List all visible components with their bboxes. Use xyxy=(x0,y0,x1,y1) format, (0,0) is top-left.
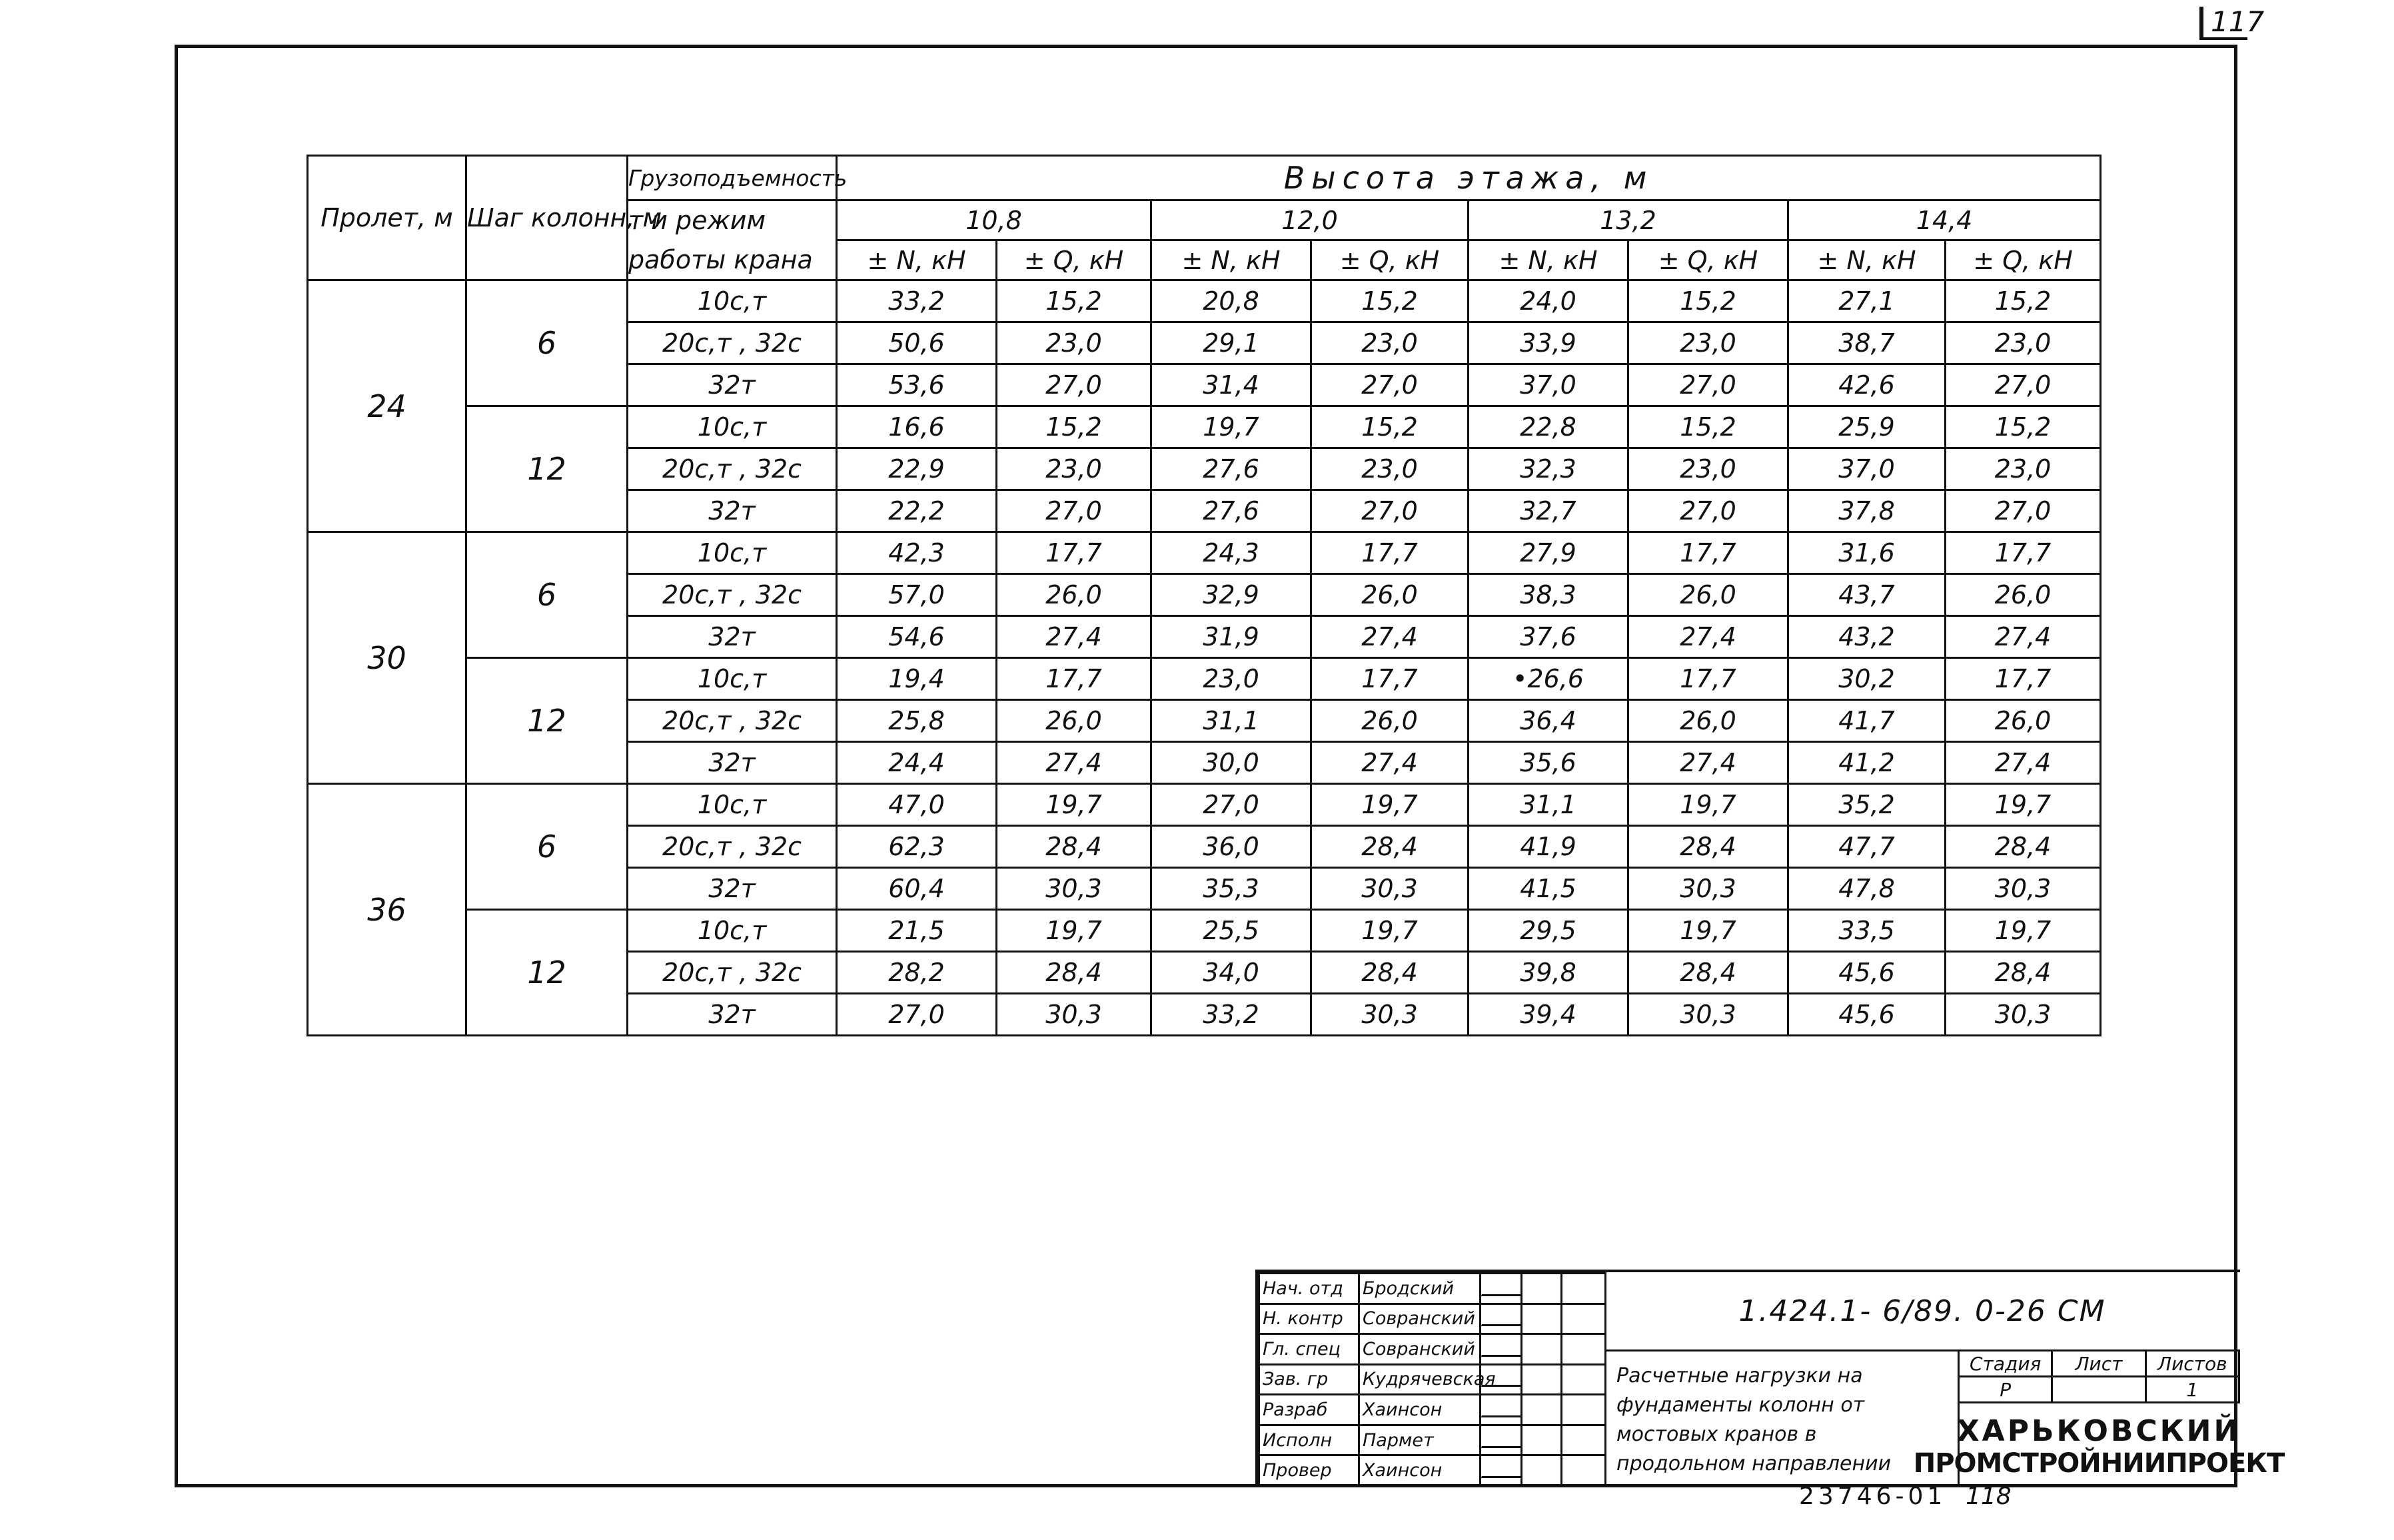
load-q-value: 26,0 xyxy=(1946,574,2101,616)
load-q-value: 28,4 xyxy=(997,952,1151,994)
header-capacity-1: Грузоподъемность xyxy=(628,156,837,200)
crane-type: 20с,т , 32с xyxy=(628,700,837,742)
load-n-value: 37,8 xyxy=(1788,490,1946,532)
load-n-value: 36,4 xyxy=(1469,700,1628,742)
header-capacity-3: работы крана xyxy=(628,240,837,280)
crane-type: 32т xyxy=(628,490,837,532)
crane-type: 20с,т , 32с xyxy=(628,826,837,868)
crane-type: 20с,т , 32с xyxy=(628,574,837,616)
signature-role: Провер xyxy=(1259,1455,1359,1486)
header-height-1: 10,8 xyxy=(837,200,1151,240)
signature-date xyxy=(1522,1274,1562,1304)
load-q-value: 27,4 xyxy=(997,616,1151,658)
signature-role: Зав. гр xyxy=(1259,1364,1359,1395)
doc-code-cell xyxy=(1604,1272,2240,1351)
handwritten-signature xyxy=(1481,1311,1526,1326)
load-n-value: 22,8 xyxy=(1469,406,1628,448)
sheets-label: Листов xyxy=(2145,1351,2239,1377)
load-n-value: 28,2 xyxy=(837,952,997,994)
load-n-value: 27,0 xyxy=(837,994,997,1036)
load-n-value: 27,6 xyxy=(1151,490,1311,532)
table-row xyxy=(308,406,2101,448)
load-q-value: 15,2 xyxy=(997,406,1151,448)
load-n-value: 25,8 xyxy=(837,700,997,742)
crane-type: 20с,т , 32с xyxy=(628,448,837,490)
load-n-value: 22,2 xyxy=(837,490,997,532)
handwritten-signature xyxy=(1481,1402,1526,1417)
load-n-value: 50,6 xyxy=(837,322,997,364)
load-n-value: 53,6 xyxy=(837,364,997,406)
load-n-value: 37,0 xyxy=(1469,364,1628,406)
load-n-value: 31,6 xyxy=(1788,532,1946,574)
header-n-3: ± N, кН xyxy=(1469,240,1628,280)
load-q-value: 17,7 xyxy=(1628,532,1788,574)
load-n-value: 39,4 xyxy=(1469,994,1628,1036)
load-q-value: 23,0 xyxy=(1311,448,1469,490)
table-row xyxy=(308,280,2101,322)
load-q-value: 27,0 xyxy=(1946,490,2101,532)
signature-date xyxy=(1522,1455,1562,1486)
crane-load-table xyxy=(306,155,2101,1036)
load-q-value: 30,3 xyxy=(1946,868,2101,910)
crane-type: 20с,т , 32с xyxy=(628,952,837,994)
load-q-value: 26,0 xyxy=(1311,700,1469,742)
load-q-value: 23,0 xyxy=(1946,448,2101,490)
load-n-value: 43,2 xyxy=(1788,616,1946,658)
load-q-value: 28,4 xyxy=(1946,826,2101,868)
signature-name: Бродский xyxy=(1359,1274,1481,1304)
load-n-value: 31,1 xyxy=(1151,700,1311,742)
stage-table xyxy=(1958,1349,2240,1403)
handwritten-signature xyxy=(1481,1371,1526,1387)
load-q-value: 15,2 xyxy=(997,280,1151,322)
load-q-value: 17,7 xyxy=(1311,532,1469,574)
load-q-value: 30,3 xyxy=(1311,994,1469,1036)
header-step-label: Шаг колонн, м xyxy=(467,203,662,232)
load-n-value: 38,7 xyxy=(1788,322,1946,364)
load-n-value: 31,9 xyxy=(1151,616,1311,658)
handwritten-signature xyxy=(1481,1342,1526,1357)
load-q-value: 17,7 xyxy=(1628,658,1788,700)
load-q-value: 15,2 xyxy=(1311,406,1469,448)
load-q-value: 19,7 xyxy=(1311,910,1469,952)
step-value: 6 xyxy=(466,784,628,910)
load-q-value: 15,2 xyxy=(1628,406,1788,448)
load-n-value: 33,2 xyxy=(837,280,997,322)
load-q-value: 26,0 xyxy=(1311,574,1469,616)
load-q-value: 27,0 xyxy=(1311,490,1469,532)
load-n-value: 27,9 xyxy=(1469,532,1628,574)
load-q-value: 23,0 xyxy=(1628,322,1788,364)
span-value: 36 xyxy=(308,784,466,1036)
archive-code: 23746-01 xyxy=(1799,1483,1947,1510)
header-n-2: ± N, кН xyxy=(1151,240,1311,280)
load-q-value: 19,7 xyxy=(1946,910,2101,952)
load-q-value: 27,0 xyxy=(1946,364,2101,406)
load-n-value: 24,3 xyxy=(1151,532,1311,574)
load-n-value: 32,3 xyxy=(1469,448,1628,490)
load-n-value: 37,6 xyxy=(1469,616,1628,658)
stage-value: Р xyxy=(1959,1377,2052,1403)
step-value: 12 xyxy=(466,406,628,532)
load-n-value: 35,3 xyxy=(1151,868,1311,910)
header-step xyxy=(466,156,662,280)
signature-name: Пармет xyxy=(1359,1425,1481,1455)
handwritten-signature xyxy=(1481,1433,1526,1448)
load-n-value: 57,0 xyxy=(837,574,997,616)
crane-type: 32т xyxy=(628,364,837,406)
load-q-value: 17,7 xyxy=(1946,658,2101,700)
signature-blank xyxy=(1562,1304,1606,1334)
signature-mark xyxy=(1481,1304,1522,1334)
crane-type: 32т xyxy=(628,742,837,784)
signature-role: Разраб xyxy=(1259,1395,1359,1425)
load-q-value: 26,0 xyxy=(997,574,1151,616)
load-q-value: 30,3 xyxy=(997,868,1151,910)
load-q-value: 30,3 xyxy=(1311,868,1469,910)
load-n-value: 36,0 xyxy=(1151,826,1311,868)
load-n-value: 29,5 xyxy=(1469,910,1628,952)
header-q-4: ± Q, кН xyxy=(1946,240,2101,280)
signature-date xyxy=(1522,1304,1562,1334)
load-q-value: 28,4 xyxy=(1311,952,1469,994)
handwritten-signature xyxy=(1481,1281,1526,1296)
step-value: 12 xyxy=(466,658,628,784)
load-n-value: 24,0 xyxy=(1469,280,1628,322)
table-row xyxy=(308,910,2101,952)
table-row xyxy=(308,532,2101,574)
signature-date xyxy=(1522,1395,1562,1425)
load-q-value: 17,7 xyxy=(1311,658,1469,700)
signatures-body xyxy=(1259,1274,1606,1486)
load-q-value: 27,0 xyxy=(997,364,1151,406)
load-n-value: 23,0 xyxy=(1151,658,1311,700)
load-n-value: 42,6 xyxy=(1788,364,1946,406)
load-n-value: 32,7 xyxy=(1469,490,1628,532)
load-q-value: 28,4 xyxy=(1311,826,1469,868)
page-number: 117 xyxy=(2211,5,2265,38)
load-n-value: 47,8 xyxy=(1788,868,1946,910)
load-q-value: 28,4 xyxy=(1628,826,1788,868)
load-n-value: 27,0 xyxy=(1151,784,1311,826)
table-row xyxy=(308,658,2101,700)
header-span-label: Пролет, м xyxy=(320,203,453,232)
load-n-value: 62,3 xyxy=(837,826,997,868)
load-n-value: 41,7 xyxy=(1788,700,1946,742)
signature-mark xyxy=(1481,1334,1522,1365)
signature-name: Кудрячевская xyxy=(1359,1364,1481,1395)
load-n-value: 41,9 xyxy=(1469,826,1628,868)
sheet-title-cell xyxy=(1604,1349,1960,1487)
load-n-value: 33,5 xyxy=(1788,910,1946,952)
load-n-value: 47,7 xyxy=(1788,826,1946,868)
span-value: 30 xyxy=(308,532,466,784)
signature-name: Совранский xyxy=(1359,1304,1481,1334)
load-q-value: 27,0 xyxy=(1628,364,1788,406)
load-n-value: 20,8 xyxy=(1151,280,1311,322)
signature-row xyxy=(1259,1274,1606,1304)
load-n-value: 47,0 xyxy=(837,784,997,826)
signature-row xyxy=(1259,1455,1606,1486)
signature-name: Хаинсон xyxy=(1359,1455,1481,1486)
load-n-value: 19,4 xyxy=(837,658,997,700)
load-n-value: 35,2 xyxy=(1788,784,1946,826)
crane-type: 10с,т xyxy=(628,532,837,574)
load-n-value: 16,6 xyxy=(837,406,997,448)
load-n-value: 30,0 xyxy=(1151,742,1311,784)
load-n-value: 45,6 xyxy=(1788,952,1946,994)
load-n-value: 30,2 xyxy=(1788,658,1946,700)
load-q-value: 30,3 xyxy=(997,994,1151,1036)
load-n-value: 35,6 xyxy=(1469,742,1628,784)
header-height-4: 14,4 xyxy=(1788,200,2101,240)
load-n-value: 31,1 xyxy=(1469,784,1628,826)
organization-name xyxy=(1913,1405,2285,1487)
load-n-value: 60,4 xyxy=(837,868,997,910)
load-q-value: 17,7 xyxy=(997,532,1151,574)
load-q-value: 27,0 xyxy=(1628,490,1788,532)
crane-type: 10с,т xyxy=(628,406,837,448)
load-n-value: 41,5 xyxy=(1469,868,1628,910)
load-q-value: 27,4 xyxy=(997,742,1151,784)
title-block xyxy=(1255,1270,2285,1487)
sheet-value xyxy=(2052,1377,2145,1403)
signature-date xyxy=(1522,1425,1562,1455)
load-q-value: 15,2 xyxy=(1946,280,2101,322)
load-q-value: 27,0 xyxy=(997,490,1151,532)
table-row xyxy=(308,784,2101,826)
doc-code: 1.424.1- 6/89. 0-26 СМ xyxy=(1738,1294,2106,1328)
signature-blank xyxy=(1562,1274,1606,1304)
load-n-value: 27,6 xyxy=(1151,448,1311,490)
signature-row xyxy=(1259,1334,1606,1365)
load-n-value: •26,6 xyxy=(1469,658,1628,700)
load-q-value: 27,4 xyxy=(1946,616,2101,658)
signature-row xyxy=(1259,1364,1606,1395)
signature-role: Н. контр xyxy=(1259,1304,1359,1334)
header-n-1: ± N, кН xyxy=(837,240,997,280)
load-n-value: 25,5 xyxy=(1151,910,1311,952)
signatures-table xyxy=(1258,1272,1606,1487)
load-n-value: 37,0 xyxy=(1788,448,1946,490)
load-q-value: 15,2 xyxy=(1628,280,1788,322)
page-number-divider xyxy=(2199,7,2203,37)
signature-blank xyxy=(1562,1364,1606,1395)
load-n-value: 39,8 xyxy=(1469,952,1628,994)
header-span xyxy=(308,156,466,280)
signature-name: Совранский xyxy=(1359,1334,1481,1365)
span-value: 24 xyxy=(308,280,466,532)
table-header xyxy=(308,156,2101,280)
load-q-value: 19,7 xyxy=(1311,784,1469,826)
load-q-value: 17,7 xyxy=(997,658,1151,700)
signature-role: Нач. отд xyxy=(1259,1274,1359,1304)
sheet-title: Расчетные нагрузки на фундаменты колонн от мостовых кранов в продольном направлении xyxy=(1616,1364,1892,1475)
load-q-value: 23,0 xyxy=(1946,322,2101,364)
crane-type: 10с,т xyxy=(628,910,837,952)
stage-label: Стадия xyxy=(1959,1351,2052,1377)
signature-blank xyxy=(1562,1455,1606,1486)
load-n-value: 21,5 xyxy=(837,910,997,952)
sheet-label: Лист xyxy=(2052,1351,2145,1377)
load-q-value: 27,4 xyxy=(1946,742,2101,784)
signature-date xyxy=(1522,1334,1562,1365)
load-n-value: 32,9 xyxy=(1151,574,1311,616)
crane-type: 10с,т xyxy=(628,280,837,322)
load-q-value: 27,0 xyxy=(1311,364,1469,406)
step-value: 6 xyxy=(466,280,628,406)
crane-type: 10с,т xyxy=(628,784,837,826)
signature-row xyxy=(1259,1395,1606,1425)
header-q-3: ± Q, кН xyxy=(1628,240,1788,280)
step-value: 12 xyxy=(466,910,628,1036)
load-n-value: 38,3 xyxy=(1469,574,1628,616)
load-q-value: 15,2 xyxy=(1311,280,1469,322)
organization-line-2: ПРОМСТРОЙНИИПРОЕКТ xyxy=(1913,1447,2285,1479)
signature-blank xyxy=(1562,1395,1606,1425)
signature-row xyxy=(1259,1304,1606,1334)
load-n-value: 33,9 xyxy=(1469,322,1628,364)
signature-name: Хаинсон xyxy=(1359,1395,1481,1425)
load-q-value: 19,7 xyxy=(997,910,1151,952)
table-body xyxy=(308,280,2101,1036)
signature-row xyxy=(1259,1425,1606,1455)
step-value: 6 xyxy=(466,532,628,658)
crane-type: 32т xyxy=(628,994,837,1036)
load-q-value: 23,0 xyxy=(997,322,1151,364)
load-q-value: 19,7 xyxy=(1628,784,1788,826)
load-q-value: 23,0 xyxy=(1311,322,1469,364)
load-q-value: 19,7 xyxy=(1628,910,1788,952)
load-q-value: 17,7 xyxy=(1946,532,2101,574)
load-q-value: 30,3 xyxy=(1628,994,1788,1036)
signature-blank xyxy=(1562,1425,1606,1455)
crane-type: 32т xyxy=(628,616,837,658)
load-q-value: 23,0 xyxy=(997,448,1151,490)
header-height-group: Высота этажа, м xyxy=(837,156,2101,200)
header-q-2: ± Q, кН xyxy=(1311,240,1469,280)
crane-type: 10с,т xyxy=(628,658,837,700)
load-n-value: 29,1 xyxy=(1151,322,1311,364)
load-n-value: 34,0 xyxy=(1151,952,1311,994)
load-q-value: 26,0 xyxy=(997,700,1151,742)
header-n-4: ± N, кН xyxy=(1788,240,1946,280)
load-q-value: 26,0 xyxy=(1628,574,1788,616)
load-q-value: 19,7 xyxy=(997,784,1151,826)
handwritten-signature xyxy=(1481,1463,1526,1478)
signature-role: Исполн xyxy=(1259,1425,1359,1455)
load-n-value: 45,6 xyxy=(1788,994,1946,1036)
load-n-value: 54,6 xyxy=(837,616,997,658)
load-n-value: 22,9 xyxy=(837,448,997,490)
crane-type: 20с,т , 32с xyxy=(628,322,837,364)
load-n-value: 33,2 xyxy=(1151,994,1311,1036)
load-n-value: 43,7 xyxy=(1788,574,1946,616)
load-q-value: 23,0 xyxy=(1628,448,1788,490)
load-q-value: 27,4 xyxy=(1311,742,1469,784)
load-n-value: 24,4 xyxy=(837,742,997,784)
load-n-value: 27,1 xyxy=(1788,280,1946,322)
load-n-value: 41,2 xyxy=(1788,742,1946,784)
sheets-value: 1 xyxy=(2145,1377,2239,1403)
load-n-value: 19,7 xyxy=(1151,406,1311,448)
signature-role: Гл. спец xyxy=(1259,1334,1359,1365)
header-height-2: 12,0 xyxy=(1151,200,1469,240)
header-capacity-2: т и режим xyxy=(628,200,837,240)
load-q-value: 28,4 xyxy=(997,826,1151,868)
crane-type: 32т xyxy=(628,868,837,910)
signature-mark xyxy=(1481,1274,1522,1304)
load-n-value: 31,4 xyxy=(1151,364,1311,406)
load-q-value: 28,4 xyxy=(1946,952,2101,994)
load-n-value: 25,9 xyxy=(1788,406,1946,448)
load-q-value: 26,0 xyxy=(1628,700,1788,742)
archive-page-number: 118 xyxy=(1966,1483,2012,1510)
load-q-value: 27,4 xyxy=(1628,616,1788,658)
load-q-value: 27,4 xyxy=(1311,616,1469,658)
header-q-1: ± Q, кН xyxy=(997,240,1151,280)
load-q-value: 28,4 xyxy=(1628,952,1788,994)
signature-date xyxy=(1522,1364,1562,1395)
signature-blank xyxy=(1562,1334,1606,1365)
load-q-value: 27,4 xyxy=(1628,742,1788,784)
load-q-value: 19,7 xyxy=(1946,784,2101,826)
load-q-value: 15,2 xyxy=(1946,406,2101,448)
load-q-value: 30,3 xyxy=(1946,994,2101,1036)
signature-mark xyxy=(1481,1455,1522,1486)
signature-mark xyxy=(1481,1395,1522,1425)
header-height-3: 13,2 xyxy=(1469,200,1788,240)
load-q-value: 26,0 xyxy=(1946,700,2101,742)
organization-line-1: ХАРЬКОВСКИЙ xyxy=(1956,1413,2241,1448)
signature-mark xyxy=(1481,1425,1522,1455)
load-q-value: 30,3 xyxy=(1628,868,1788,910)
load-n-value: 42,3 xyxy=(837,532,997,574)
